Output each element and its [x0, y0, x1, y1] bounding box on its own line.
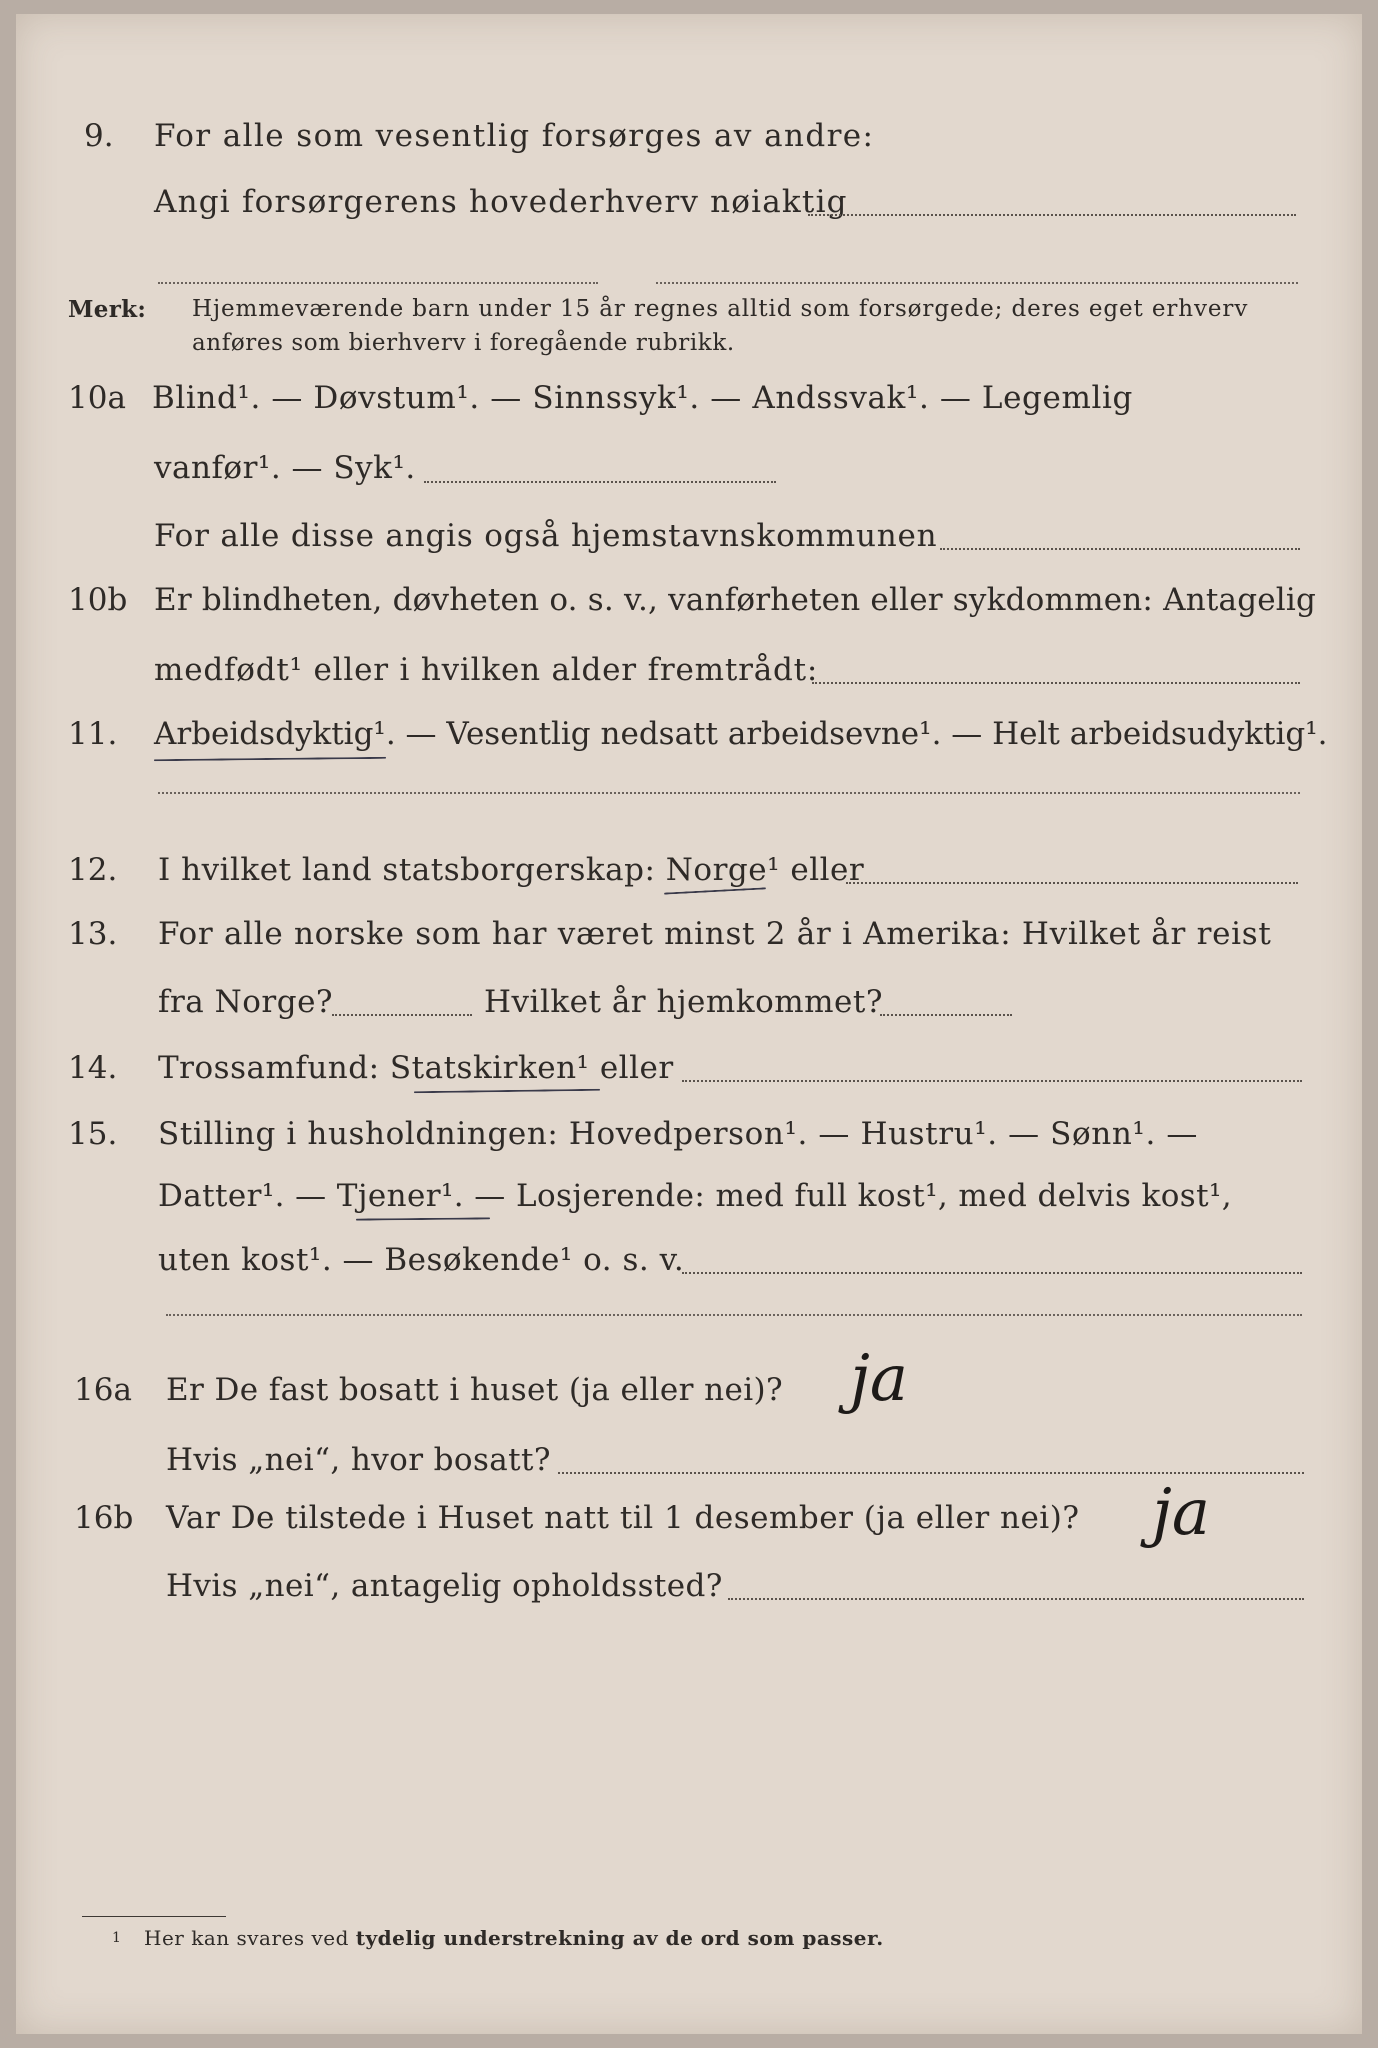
q9-number: 9.: [84, 118, 114, 154]
q14-answer-line: [682, 1080, 1302, 1082]
q11-text: Arbeidsdyktig¹. — Vesentlig nedsatt arbeidsevne¹. — Helt arbeidsudyktig¹.: [154, 716, 1328, 752]
q16a-text: Er De fast bosatt i huset (ja eller nei)?: [166, 1372, 784, 1408]
q9-answer-line-2: [158, 282, 598, 284]
q10b-subtext: medfødt¹ eller i hvilken alder fremtrådt:: [154, 652, 819, 688]
q13-hjemkommet-line: [880, 1014, 1012, 1016]
q15-number: 15.: [68, 1116, 118, 1152]
q16a-subtext: Hvis „nei“, hvor bosatt?: [166, 1442, 551, 1478]
q16b-handwritten-answer: ja: [1152, 1476, 1210, 1550]
q15-subtext: Datter¹. — Tjener¹. — Losjerende: med full kost¹, med delvis kost¹,: [158, 1178, 1233, 1214]
q10a-hjemstavn-line: [940, 548, 1300, 550]
footnote-text-bold: tydelig understrekning av de ord som passer.: [355, 1926, 884, 1950]
q13-reist-line: [332, 1014, 472, 1016]
q15-answer-line: [682, 1272, 1302, 1274]
q16a-number: 16a: [74, 1372, 132, 1408]
merk-label: Merk:: [68, 296, 147, 323]
q9-text: For alle som vesentlig forsørges av andre:: [154, 118, 875, 154]
q10a-text: Blind¹. — Døvstum¹. — Sinnssyk¹. — Andssvak¹. — Legemlig: [152, 380, 1133, 416]
q11-number: 11.: [68, 716, 118, 752]
q16b-text: Var De tilstede i Huset natt til 1 desember (ja eller nei)?: [166, 1500, 1080, 1536]
q16a-answer-line: [558, 1472, 1304, 1474]
census-form-page: [16, 14, 1362, 2034]
q10a-hjemstavn-text: For alle disse angis også hjemstavnskommunen: [154, 518, 938, 554]
q9-answer-line-3: [656, 282, 1298, 284]
q15-answer-line-2: [166, 1314, 1302, 1316]
q14-number: 14.: [68, 1050, 118, 1086]
q10b-answer-line: [812, 682, 1300, 684]
footnote-text-plain: Her kan svares ved: [144, 1926, 356, 1950]
q14-statskirken-underline: [414, 1089, 600, 1094]
q12-answer-line: [846, 882, 1298, 884]
q12-number: 12.: [68, 852, 118, 888]
footnote-text: [144, 1926, 884, 1950]
merk-text-2: anføres som bierhverv i foregående rubrikk.: [192, 330, 735, 356]
q13-reist-label: fra Norge?: [158, 984, 334, 1020]
footnote-mark: 1: [112, 1930, 122, 1946]
q10b-text: Er blindheten, døvheten o. s. v., vanførheten eller sykdommen: Antagelig: [154, 582, 1317, 618]
q10a-number: 10a: [68, 380, 126, 416]
q15-subtext-2: uten kost¹. — Besøkende¹ o. s. v.: [158, 1242, 685, 1278]
q11-arbeidsdyktig-underline: [154, 757, 386, 761]
q13-text: For alle norske som har været minst 2 år i Amerika: Hvilket år reist: [158, 916, 1272, 952]
q15-text: Stilling i husholdningen: Hovedperson¹. — Hustru¹. — Sønn¹. —: [158, 1116, 1198, 1152]
q16b-number: 16b: [74, 1500, 134, 1536]
q16b-subtext: Hvis „nei“, antagelig opholdssted?: [166, 1568, 723, 1604]
q9-answer-line: [808, 214, 1296, 216]
q12-text: I hvilket land statsborgerskap: Norge¹ eller: [158, 852, 865, 888]
merk-text-1: Hjemmeværende barn under 15 år regnes alltid som forsørgede; deres eget erhverv: [192, 296, 1249, 322]
q13-number: 13.: [68, 916, 118, 952]
q10a-answer-line: [424, 481, 776, 483]
q10a-subtext: vanfør¹. — Syk¹.: [154, 450, 416, 486]
q9-subtext: Angi forsørgerens hovederhverv nøiaktig: [154, 184, 848, 220]
footnote-separator: [82, 1916, 226, 1917]
q16a-handwritten-answer: ja: [850, 1342, 908, 1416]
q14-text: Trossamfund: Statskirken¹ eller: [158, 1050, 674, 1086]
q11-answer-line: [158, 792, 1300, 794]
q15-tjener-underline: [356, 1217, 490, 1220]
q13-hjemkommet-label: Hvilket år hjemkommet?: [484, 984, 883, 1020]
q16b-answer-line: [728, 1598, 1304, 1600]
q12-norge-underline: [664, 887, 766, 894]
q10b-number: 10b: [68, 582, 128, 618]
